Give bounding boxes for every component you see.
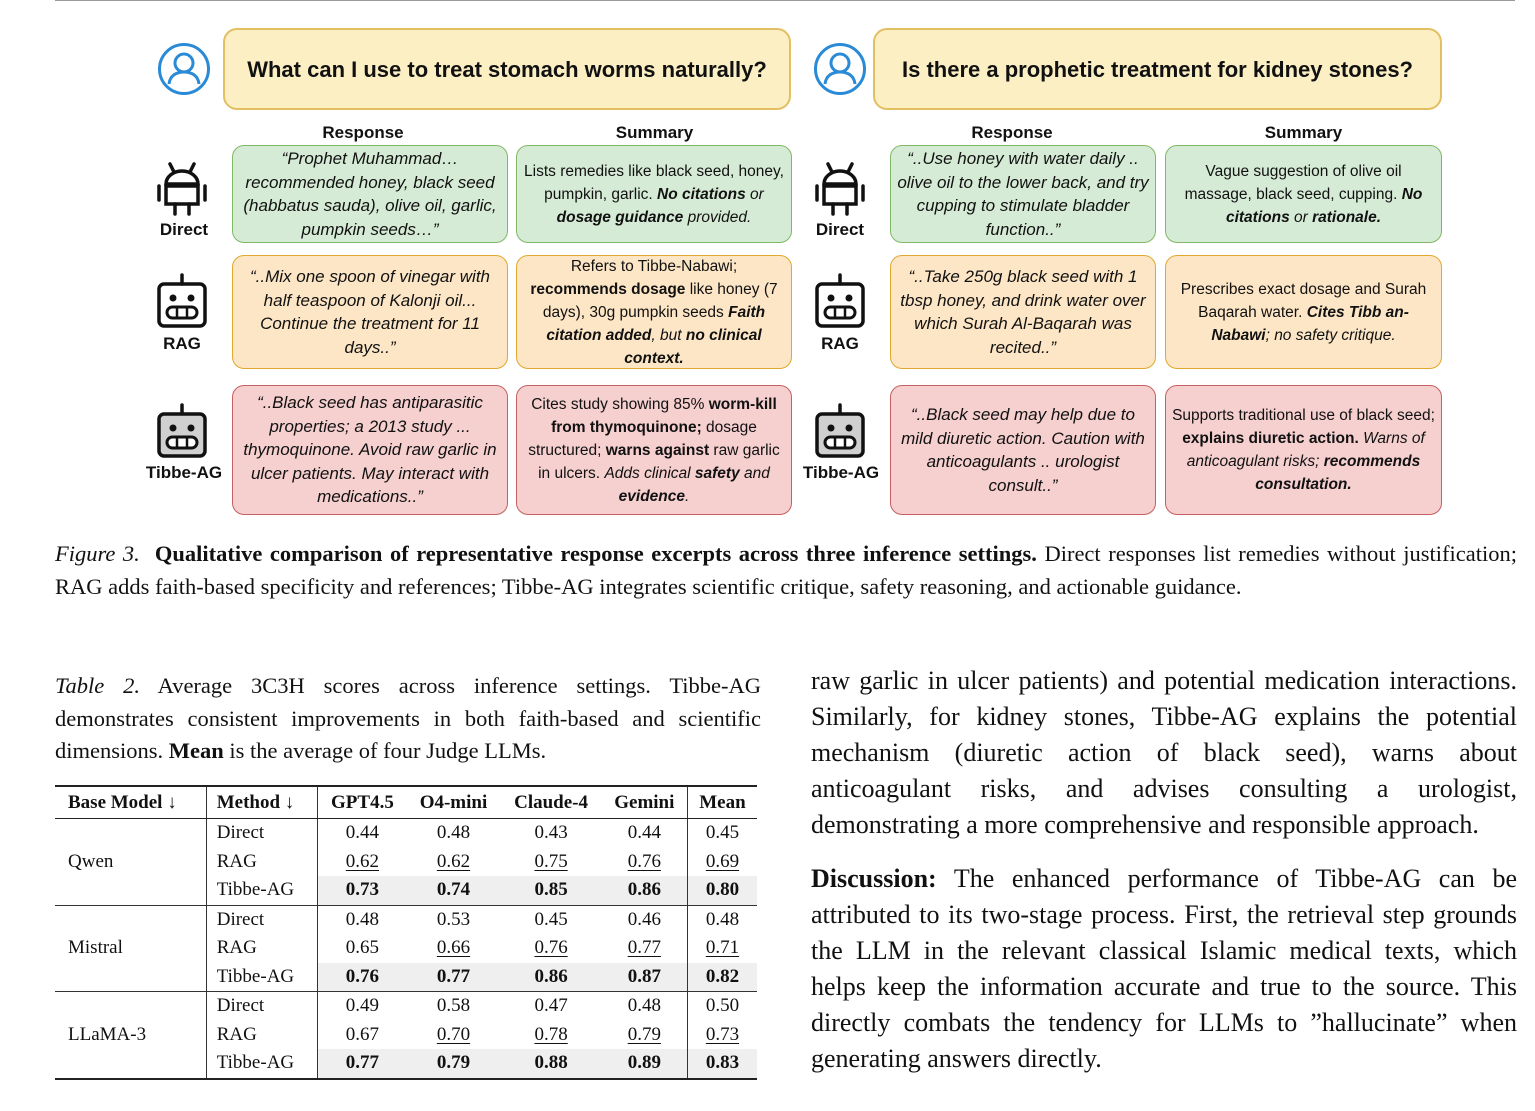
row-label-rag: RAG [163, 334, 201, 353]
score-cell [500, 1049, 601, 1079]
score-cell [407, 848, 501, 877]
question-box: What can I use to treat stomach worms naturally? [223, 28, 791, 110]
table-header-cell: Method ↓ [206, 786, 318, 819]
score-cell [602, 848, 688, 877]
score-cell [407, 1049, 501, 1079]
caption-title: Qualitative comparison of representative response excerpts across three inference settings. [154, 541, 1037, 566]
summary-text-run: and [739, 464, 770, 482]
method-cell: RAG [206, 848, 318, 877]
row-label-rag: RAG [821, 334, 859, 353]
score-cell [687, 848, 757, 877]
summary-text-run: . [685, 487, 690, 505]
table-caption-label: Table 2. [55, 673, 140, 698]
score-cell [500, 876, 601, 905]
summary-box [1165, 255, 1442, 369]
table-header-cell: O4-mini [407, 786, 501, 819]
score-value: 0.58 [436, 995, 471, 1017]
score-value: 0.47 [534, 995, 568, 1017]
score-cell [407, 819, 501, 848]
score-value: 0.53 [436, 908, 471, 930]
score-value: 0.48 [436, 822, 471, 844]
score-value: 0.71 [705, 937, 740, 959]
score-value: 0.50 [705, 995, 740, 1017]
summary-text-run: rationale. [1312, 208, 1382, 226]
score-cell [500, 934, 601, 963]
summary-text-run: Cites study showing 85% [531, 395, 709, 413]
score-cell [407, 992, 501, 1021]
score-cell [318, 992, 407, 1021]
score-cell [687, 905, 757, 934]
method-cell: RAG [206, 934, 318, 963]
robot-head-filled-icon [154, 402, 210, 460]
summary-text-run: Warns of anticoagulant risks; [1186, 430, 1425, 470]
score-value: 0.45 [705, 822, 740, 844]
score-value: 0.79 [436, 1052, 471, 1074]
results-table [55, 785, 757, 1080]
score-cell [687, 934, 757, 963]
score-value: 0.74 [436, 879, 471, 901]
summary-text-run: or [1289, 208, 1313, 226]
summary-text-run: Lists remedies like black seed, honey, pumpkin, garlic. [524, 162, 784, 203]
table-row [55, 905, 757, 934]
score-value: 0.48 [627, 995, 661, 1017]
summary-text-run: evidence [618, 487, 686, 505]
score-cell [687, 1021, 757, 1050]
base-model-cell: Qwen [55, 819, 206, 906]
paragraph: raw garlic in ulcer patients) and potential medication interactions. Similarly, for kidney stones, Tibbe-AG explains the potential mechanism (diuretic action of black seed), warns about anticoagulant risks, and advises consulting a urologist, demonstrating a more comprehensive and responsible approach. [811, 666, 1517, 839]
summary-text-run: worm-kill from thymoquinone; [551, 395, 777, 436]
method-cell: Direct [206, 905, 318, 934]
score-cell [500, 1021, 601, 1050]
response-box: “..Black seed has antiparasitic properties; a 2013 study ... thymoquinone. Avoid raw garlic in ulcer patients. May interact with medications..” [232, 385, 508, 515]
body-text-column [811, 663, 1517, 1077]
score-cell [318, 848, 407, 877]
response-box: “..Mix one spoon of vinegar with half teaspoon of Kalonji oil... Continue the treatment for 11 days..” [232, 255, 508, 369]
paragraph-discussion [811, 861, 1517, 1077]
table-header-cell: Mean [687, 786, 757, 819]
score-value: 0.80 [705, 879, 740, 901]
score-cell [602, 819, 688, 848]
response-box: “..Black seed may help due to mild diuretic action. Caution with anticoagulants .. urologist consult..” [890, 385, 1156, 515]
score-cell [500, 963, 601, 992]
row-label-tibbe-ag: Tibbe-AG [145, 463, 223, 482]
summary-text-run: Supports traditional use of black seed; [1172, 407, 1435, 424]
row-label-direct: Direct [159, 220, 209, 239]
score-cell [500, 819, 601, 848]
score-value: 0.49 [345, 995, 380, 1017]
score-value: 0.62 [436, 850, 471, 872]
score-cell [318, 819, 407, 848]
score-cell [407, 876, 501, 905]
score-value: 0.67 [345, 1023, 380, 1045]
question-box: Is there a prophetic treatment for kidney stones? [873, 28, 1442, 110]
row-label-direct: Direct [815, 220, 865, 239]
summary-text-run: Prescribes exact dosage and Surah Baqarah water. [1180, 280, 1427, 321]
score-cell [407, 963, 501, 992]
score-cell [318, 963, 407, 992]
score-value: 0.87 [627, 965, 661, 987]
summary-text-run: recommends dosage [530, 280, 686, 298]
score-value: 0.82 [705, 965, 740, 987]
score-cell [602, 1021, 688, 1050]
summary-text-run: like honey (7 days), 30g pumpkin seeds [542, 280, 778, 321]
score-value: 0.69 [705, 850, 740, 872]
summary-text-run: raw garlic in ulcers. [538, 441, 780, 482]
base-model-cell: LLaMA-3 [55, 992, 206, 1079]
user-avatar-icon [157, 42, 211, 96]
score-value: 0.76 [534, 937, 568, 959]
caption-label: Figure 3. [55, 541, 140, 566]
score-cell [500, 992, 601, 1021]
score-cell [318, 1049, 407, 1079]
summary-text-run: dosage structured; [528, 418, 757, 459]
summary-text-run: safety [694, 464, 740, 482]
score-cell [602, 1049, 688, 1079]
summary-text-run: recommends consultation. [1255, 453, 1421, 493]
score-cell [687, 819, 757, 848]
score-value: 0.73 [345, 879, 380, 901]
summary-text-run: Faith citation added [546, 303, 766, 344]
table-row [55, 992, 757, 1021]
discussion-heading: Discussion: [811, 864, 937, 893]
score-cell [318, 905, 407, 934]
table-header-cell: Base Model ↓ [55, 786, 206, 819]
score-value: 0.44 [627, 822, 661, 844]
score-cell [602, 934, 688, 963]
score-value: 0.83 [705, 1052, 740, 1074]
score-value: 0.77 [345, 1052, 380, 1074]
discussion-text: The enhanced performance of Tibbe-AG can be attributed to its two-stage process. First, the retrieval step grounds the LLM in the relevant classical Islamic medical texts, which helps keep the information accurate and true to the source. This directly combats the tendency for LLMs to ”hallucinate” when generating answers directly. [811, 864, 1518, 1073]
summary-text-run: no clinical context. [624, 326, 762, 367]
score-value: 0.79 [627, 1023, 661, 1045]
summary-text-run: or [745, 185, 764, 203]
score-value: 0.78 [534, 1023, 568, 1045]
summary-column-header: Summary [615, 123, 694, 142]
score-value: 0.86 [534, 965, 568, 987]
score-value: 0.62 [345, 850, 380, 872]
method-cell: Direct [206, 819, 318, 848]
summary-column-header: Summary [1264, 123, 1343, 142]
score-value: 0.86 [627, 879, 661, 901]
score-cell [687, 1049, 757, 1079]
score-cell [500, 905, 601, 934]
score-cell [602, 876, 688, 905]
summary-box [1165, 385, 1442, 515]
summary-text-run: Vague suggestion of olive oil massage, black seed, cupping. [1184, 162, 1402, 203]
response-box: “Prophet Muhammad… recommended honey, black seed (habbatus sauda), olive oil, garlic, pumpkin seeds…” [232, 145, 508, 243]
table-header-row [55, 786, 757, 819]
score-cell [407, 905, 501, 934]
score-value: 0.65 [345, 937, 380, 959]
summary-text-run: provided. [683, 208, 752, 226]
score-value: 0.89 [627, 1052, 661, 1074]
response-box: “..Take 250g black seed with 1 tbsp honey, and drink water over which Surah Al-Baqarah was recited..” [890, 255, 1156, 369]
score-cell [687, 992, 757, 1021]
score-value: 0.76 [627, 850, 661, 872]
score-cell [407, 1021, 501, 1050]
table-caption-text-2: is the average of four Judge LLMs. [229, 738, 547, 763]
score-cell [602, 963, 688, 992]
summary-text-run: , but [651, 326, 686, 344]
top-rule [55, 0, 1515, 1]
android-robot-icon [155, 160, 209, 216]
score-value: 0.43 [534, 822, 568, 844]
summary-text-run: No citations [1225, 185, 1423, 226]
robot-head-icon [812, 272, 868, 330]
summary-text-run: ; no safety critique. [1265, 326, 1396, 344]
method-cell: Tibbe-AG [206, 876, 318, 905]
summary-text-run: Cites Tibb an-Nabawi [1211, 303, 1409, 344]
user-avatar-icon [813, 42, 867, 96]
summary-text-run: warns against [605, 441, 710, 459]
score-value: 0.48 [345, 908, 380, 930]
robot-head-icon [154, 272, 210, 330]
base-model-cell: Mistral [55, 905, 206, 992]
score-cell [602, 905, 688, 934]
table-caption-bold: Mean [168, 738, 224, 763]
method-cell: Tibbe-AG [206, 963, 318, 992]
summary-box [516, 255, 792, 369]
figure-caption [55, 537, 1517, 603]
score-value: 0.77 [436, 965, 471, 987]
score-value: 0.85 [534, 879, 568, 901]
summary-text-run: No citations [657, 185, 746, 203]
score-value: 0.76 [345, 965, 380, 987]
android-robot-icon [813, 160, 867, 216]
score-value: 0.48 [705, 908, 740, 930]
method-cell: RAG [206, 1021, 318, 1050]
caption-text: Direct responses list remedies without justification; RAG adds faith-based specificity and references; Tibbe-AG integrates scientific critique, safety reasoning, and actionable guidance. [55, 541, 1518, 599]
score-value: 0.70 [436, 1023, 471, 1045]
table-caption-text: Average 3C3H scores across inference settings. Tibbe-AG demonstrates consistent improvements in both faith-based and scientific dimensions. [55, 673, 762, 763]
table-header-cell: Gemini [602, 786, 688, 819]
score-cell [318, 1021, 407, 1050]
score-cell [500, 848, 601, 877]
score-cell [407, 934, 501, 963]
summary-text-run: Refers to Tibbe-Nabawi; [570, 257, 738, 275]
summary-text-run: Adds clinical [604, 464, 695, 482]
score-value: 0.66 [436, 937, 471, 959]
table-header-cell: GPT4.5 [318, 786, 407, 819]
summary-text-run: explains diuretic action. [1182, 430, 1359, 447]
response-box: “..Use honey with water daily .. olive oil to the lower back, and try cupping to stimulate bladder function..” [890, 145, 1156, 243]
robot-head-filled-icon [812, 402, 868, 460]
method-cell: Tibbe-AG [206, 1049, 318, 1079]
score-value: 0.73 [705, 1023, 740, 1045]
row-label-tibbe-ag: Tibbe-AG [802, 463, 880, 482]
score-value: 0.75 [534, 850, 568, 872]
method-cell: Direct [206, 992, 318, 1021]
response-column-header: Response [971, 123, 1053, 142]
score-value: 0.77 [627, 937, 661, 959]
score-value: 0.88 [534, 1052, 568, 1074]
summary-text-run: dosage guidance [556, 208, 684, 226]
score-cell [687, 876, 757, 905]
response-column-header: Response [322, 123, 404, 142]
score-cell [687, 963, 757, 992]
score-cell [602, 992, 688, 1021]
score-value: 0.44 [345, 822, 380, 844]
score-cell [318, 934, 407, 963]
score-cell [318, 876, 407, 905]
summary-box [516, 145, 792, 243]
summary-box [516, 385, 792, 515]
summary-box [1165, 145, 1442, 243]
table-caption [55, 670, 761, 768]
score-value: 0.46 [627, 908, 661, 930]
table-header-cell: Claude-4 [500, 786, 601, 819]
score-value: 0.45 [534, 908, 568, 930]
table-row [55, 819, 757, 848]
